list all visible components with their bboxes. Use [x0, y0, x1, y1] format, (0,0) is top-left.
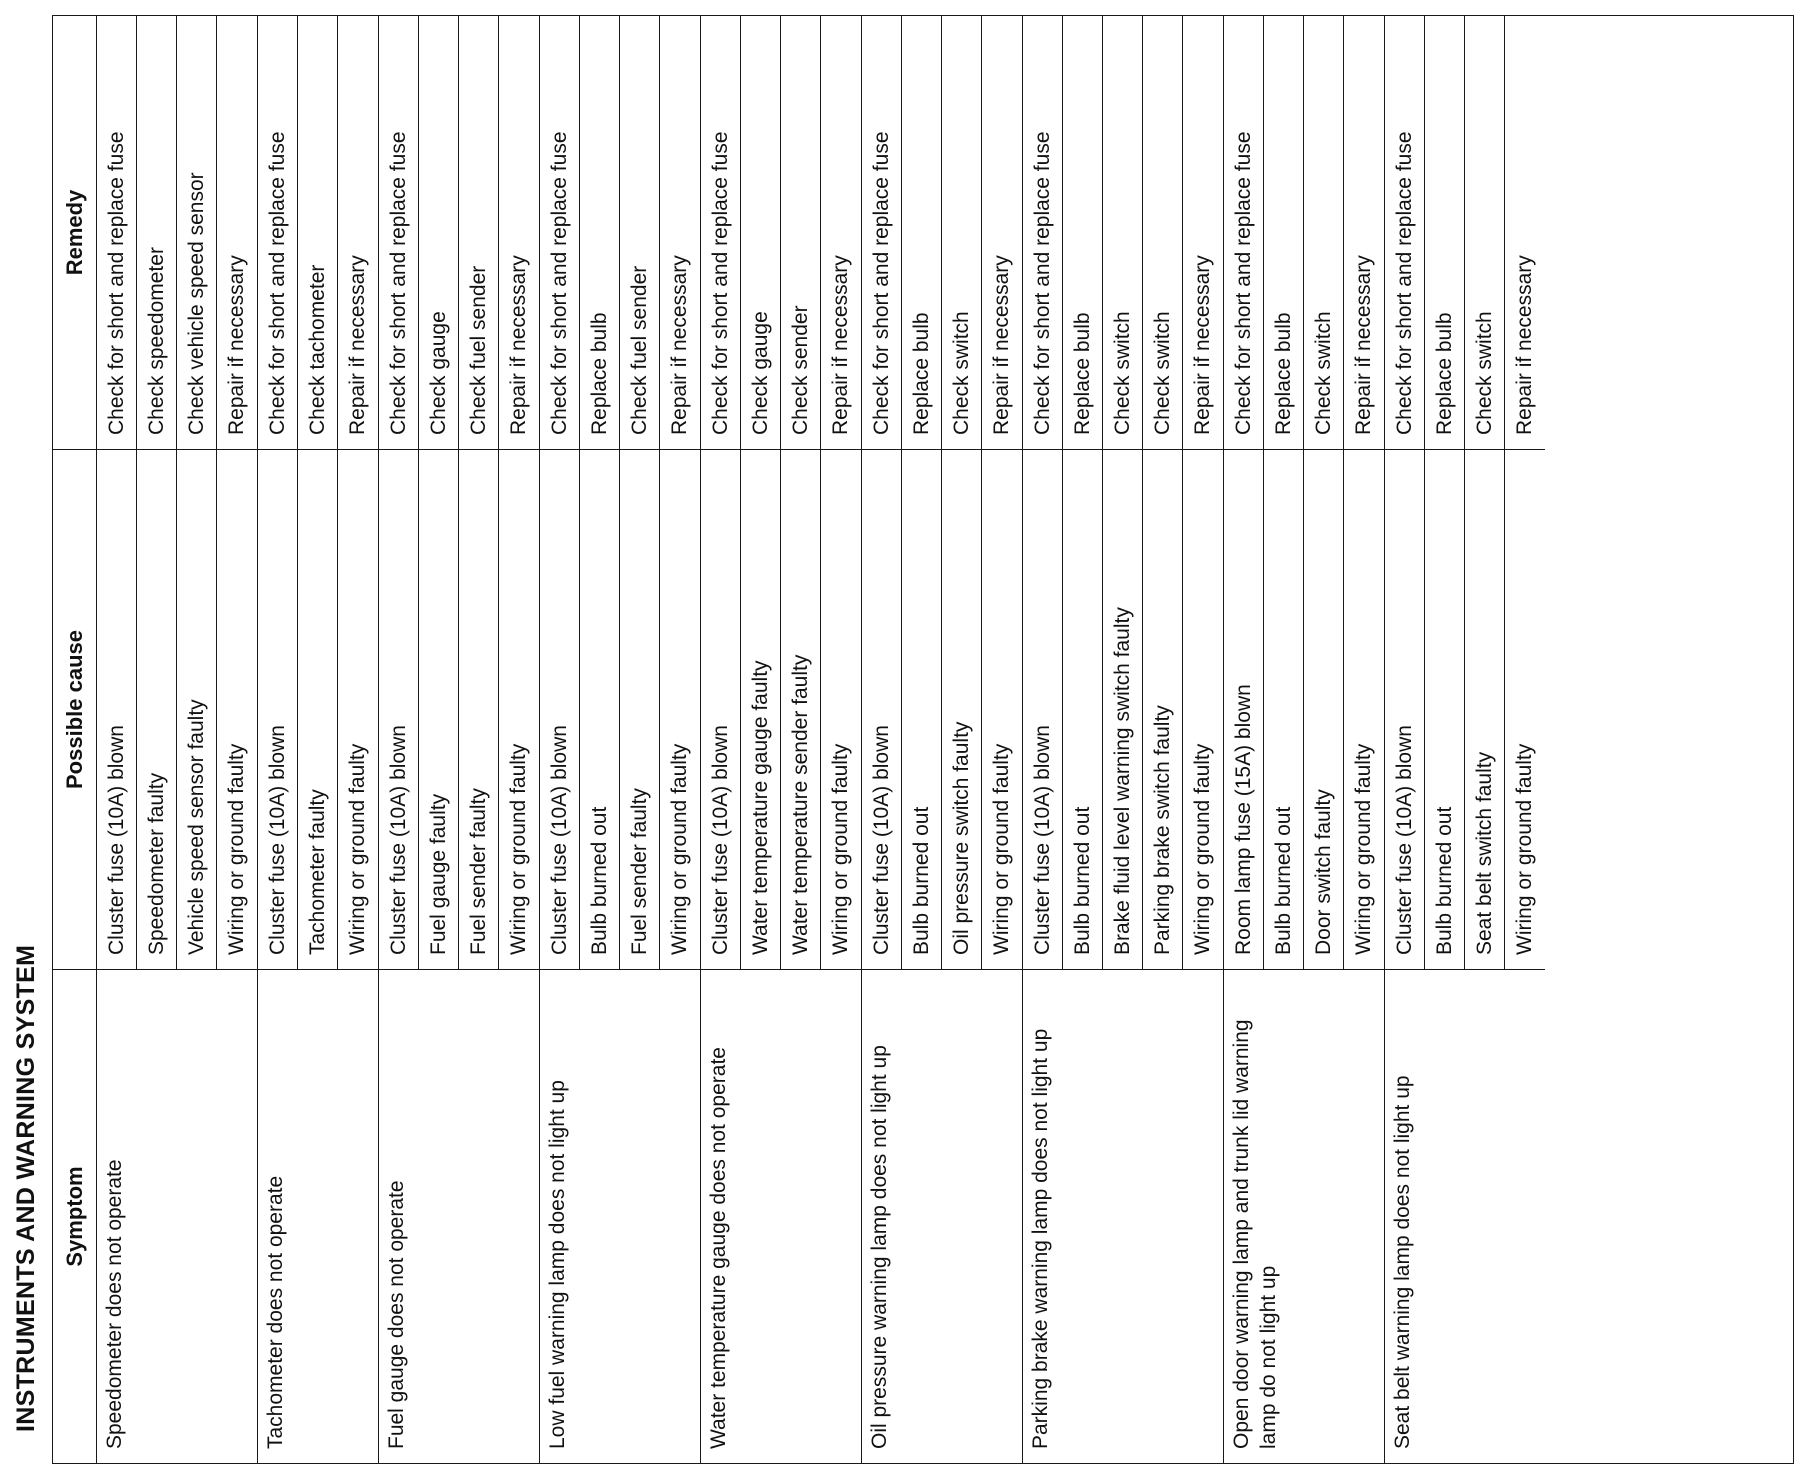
remedy-cell: Check for short and replace fuse — [1030, 131, 1054, 435]
table-row — [1103, 16, 1143, 969]
remedy-cell: Replace bulb — [1070, 312, 1094, 435]
possible-cause-cell: Cluster fuse (10A) blown — [1023, 449, 1062, 969]
table-row — [580, 16, 620, 969]
possible-cause-cell: Fuel gauge faulty — [419, 449, 458, 969]
symptom-cell: Parking brake warning lamp does not light up — [1023, 969, 1223, 1463]
header-symptom: Symptom — [53, 969, 96, 1463]
table-row — [1505, 16, 1545, 969]
possible-cause-cell: Seat belt switch faulty — [1465, 449, 1504, 969]
table-row — [137, 16, 177, 969]
remedy-cell: Repair if necessary — [507, 255, 530, 435]
remedy-cell: Check switch — [1110, 311, 1134, 435]
table-row — [942, 16, 982, 969]
table-row — [379, 16, 419, 969]
cause-remedy-rows — [1385, 16, 1545, 969]
remedy-cell: Check vehicle speed sensor — [184, 172, 208, 435]
possible-cause-cell: Water temperature gauge faulty — [741, 449, 780, 969]
table-row — [1425, 16, 1465, 969]
possible-cause-cell: Wiring or ground faulty — [217, 449, 257, 969]
table-row — [540, 16, 580, 969]
table-row — [338, 16, 378, 969]
symptom-group — [1023, 16, 1224, 1463]
table-header — [53, 16, 97, 1463]
symptom-cell: Seat belt warning lamp does not light up — [1385, 969, 1545, 1463]
possible-cause-cell: Water temperature sender faulty — [781, 449, 820, 969]
table-row — [982, 16, 1022, 969]
remedy-cell: Check fuel sender — [627, 265, 651, 435]
table-row — [1264, 16, 1304, 969]
remedy-cell: Check for short and replace fuse — [386, 131, 410, 435]
possible-cause-cell: Bulb burned out — [1425, 449, 1464, 969]
table-row — [862, 16, 902, 969]
possible-cause-cell: Room lamp fuse (15A) blown — [1224, 449, 1263, 969]
symptom-cell: Speedometer does not operate — [97, 969, 257, 1463]
possible-cause-cell: Wiring or ground faulty — [821, 449, 861, 969]
header-possible-cause: Possible cause — [53, 449, 96, 969]
table-body — [97, 16, 1793, 1463]
possible-cause-cell: Brake fluid level warning switch faulty — [1103, 449, 1142, 969]
remedy-cell: Replace bulb — [909, 312, 933, 435]
table-row — [97, 16, 137, 969]
cause-remedy-rows — [1224, 16, 1384, 969]
table-row — [1385, 16, 1425, 969]
possible-cause-cell: Cluster fuse (10A) blown — [862, 449, 901, 969]
symptom-cell: Oil pressure warning lamp does not light up — [862, 969, 1022, 1463]
symptom-group — [540, 16, 701, 1463]
table-row — [1063, 16, 1103, 969]
remedy-cell: Repair if necessary — [346, 255, 369, 435]
remedy-cell: Repair if necessary — [225, 255, 248, 435]
remedy-cell: Repair if necessary — [1513, 255, 1536, 435]
symptom-group — [1385, 16, 1545, 1463]
possible-cause-cell: Fuel sender faulty — [459, 449, 498, 969]
symptom-group — [379, 16, 540, 1463]
table-row — [1183, 16, 1223, 969]
possible-cause-cell: Cluster fuse (10A) blown — [701, 449, 740, 969]
cause-remedy-rows — [540, 16, 700, 969]
possible-cause-cell: Cluster fuse (10A) blown — [1385, 449, 1424, 969]
table-row — [701, 16, 741, 969]
symptom-group — [1224, 16, 1385, 1463]
possible-cause-cell: Vehicle speed sensor faulty — [177, 449, 216, 969]
remedy-cell: Check for short and replace fuse — [1392, 131, 1416, 435]
possible-cause-cell: Cluster fuse (10A) blown — [97, 449, 136, 969]
header-remedy: Remedy — [61, 189, 87, 276]
possible-cause-cell: Wiring or ground faulty — [1344, 449, 1384, 969]
table-row — [1304, 16, 1344, 969]
remedy-cell: Repair if necessary — [1191, 255, 1214, 435]
symptom-group — [258, 16, 379, 1463]
possible-cause-cell: Bulb burned out — [580, 449, 619, 969]
possible-cause-cell: Wiring or ground faulty — [1183, 449, 1223, 969]
possible-cause-cell: Oil pressure switch faulty — [942, 449, 981, 969]
troubleshooting-table — [52, 15, 1794, 1464]
remedy-cell: Check sender — [788, 305, 812, 435]
cause-remedy-rows — [1023, 16, 1223, 969]
table-row — [1023, 16, 1063, 969]
symptom-group — [97, 16, 258, 1463]
remedy-cell: Replace bulb — [1432, 312, 1456, 435]
remedy-cell: Repair if necessary — [1352, 255, 1375, 435]
cause-remedy-rows — [862, 16, 1022, 969]
possible-cause-cell: Door switch faulty — [1304, 449, 1343, 969]
cause-remedy-rows — [701, 16, 861, 969]
table-row — [741, 16, 781, 969]
remedy-cell: Check for short and replace fuse — [265, 131, 289, 435]
table-row — [217, 16, 257, 969]
symptom-cell: Fuel gauge does not operate — [379, 969, 539, 1463]
remedy-cell: Check for short and replace fuse — [104, 131, 128, 435]
table-row — [258, 16, 298, 969]
table-row — [1465, 16, 1505, 969]
table-row — [902, 16, 942, 969]
possible-cause-cell: Bulb burned out — [1063, 449, 1102, 969]
table-row — [419, 16, 459, 969]
remedy-cell: Repair if necessary — [668, 255, 691, 435]
possible-cause-cell: Wiring or ground faulty — [660, 449, 700, 969]
table-row — [298, 16, 338, 969]
possible-cause-cell: Wiring or ground faulty — [1505, 449, 1545, 969]
remedy-cell: Check gauge — [748, 311, 772, 435]
symptom-group — [862, 16, 1023, 1463]
cause-remedy-rows — [258, 16, 378, 969]
table-row — [459, 16, 499, 969]
remedy-cell: Check fuel sender — [466, 265, 490, 435]
remedy-cell: Replace bulb — [587, 312, 611, 435]
possible-cause-cell: Fuel sender faulty — [620, 449, 659, 969]
possible-cause-cell: Bulb burned out — [1264, 449, 1303, 969]
table-row — [821, 16, 861, 969]
symptom-cell: Low fuel warning lamp does not light up — [540, 969, 700, 1463]
table-row — [177, 16, 217, 969]
possible-cause-cell: Cluster fuse (10A) blown — [258, 449, 297, 969]
remedy-cell: Replace bulb — [1271, 312, 1295, 435]
document-title: INSTRUMENTS AND WARNING SYSTEM — [12, 944, 40, 1432]
possible-cause-cell: Cluster fuse (10A) blown — [379, 449, 418, 969]
remedy-cell: Check for short and replace fuse — [547, 131, 571, 435]
table-row — [660, 16, 700, 969]
cause-remedy-rows — [97, 16, 257, 969]
remedy-cell: Check for short and replace fuse — [869, 131, 893, 435]
remedy-cell: Check switch — [1150, 311, 1174, 435]
table-row — [620, 16, 660, 969]
table-row — [1143, 16, 1183, 969]
possible-cause-cell: Wiring or ground faulty — [982, 449, 1022, 969]
cause-remedy-rows — [379, 16, 539, 969]
symptom-cell: Tachometer does not operate — [258, 969, 378, 1463]
remedy-cell: Repair if necessary — [829, 255, 852, 435]
possible-cause-cell: Parking brake switch faulty — [1143, 449, 1182, 969]
possible-cause-cell: Bulb burned out — [902, 449, 941, 969]
remedy-cell: Check for short and replace fuse — [1231, 131, 1255, 435]
possible-cause-cell: Wiring or ground faulty — [338, 449, 378, 969]
symptom-cell: Open door warning lamp and trunk lid warning lamp do not light up — [1224, 969, 1384, 1463]
table-row — [1344, 16, 1384, 969]
possible-cause-cell: Speedometer faulty — [137, 449, 176, 969]
remedy-cell: Check switch — [949, 311, 973, 435]
remedy-cell: Check tachometer — [305, 264, 329, 435]
possible-cause-cell: Tachometer faulty — [298, 449, 337, 969]
table-row — [1224, 16, 1264, 969]
remedy-cell: Check for short and replace fuse — [708, 131, 732, 435]
remedy-cell: Check gauge — [426, 311, 450, 435]
possible-cause-cell: Wiring or ground faulty — [499, 449, 539, 969]
table-row — [781, 16, 821, 969]
symptom-cell: Water temperature gauge does not operate — [701, 969, 861, 1463]
table-row — [499, 16, 539, 969]
possible-cause-cell: Cluster fuse (10A) blown — [540, 449, 579, 969]
remedy-cell: Repair if necessary — [990, 255, 1013, 435]
remedy-cell: Check speedometer — [144, 247, 168, 435]
remedy-cell: Check switch — [1472, 311, 1496, 435]
remedy-cell: Check switch — [1311, 311, 1335, 435]
symptom-group — [701, 16, 862, 1463]
